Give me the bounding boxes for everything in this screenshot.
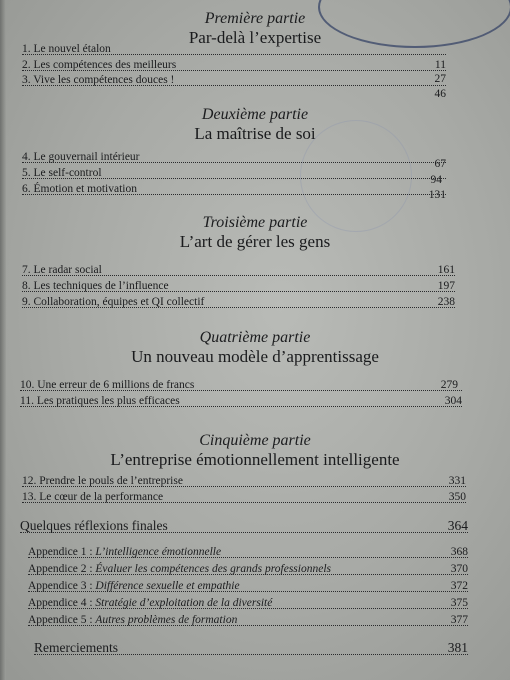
entry-page: 94: [430, 174, 442, 186]
appendix-prefix: Appendice 1 :: [28, 546, 96, 558]
entry-title: 9. Collaboration, équipes et QI collectif: [22, 296, 205, 308]
toc-entry-final: [20, 518, 468, 534]
entry-page: 131: [428, 189, 446, 201]
entry-page: 67: [434, 158, 446, 170]
toc-entry-appendix: [28, 579, 468, 593]
part-title: L’entreprise émotionnellement intelligente: [110, 450, 400, 469]
toc-entry: [22, 150, 446, 170]
entry-title: Quelques réflexions finales: [20, 518, 168, 533]
entry-page: 161: [437, 264, 455, 276]
part-4-heading: [0, 329, 510, 367]
part-label: Troisième partie: [202, 214, 308, 231]
toc-entry: [20, 394, 462, 408]
entry-page: 279: [440, 379, 458, 391]
entry-title: Remerciements: [34, 640, 118, 655]
entry-title: 12. Prendre le pouls de l’entreprise: [22, 475, 183, 487]
toc-entry: [22, 490, 466, 504]
toc-entry-appendix: [28, 596, 468, 610]
appendix-prefix: Appendice 4 :: [28, 597, 96, 609]
toc-entry-appendix: [28, 562, 468, 576]
entry-page: 11: [434, 59, 446, 71]
entry-title: 2. Les compétences des meilleurs: [22, 59, 177, 71]
entry-page: 27: [434, 73, 446, 85]
appendix-prefix: Appendice 5 :: [28, 614, 96, 626]
entry-title: 13. Le cœur de la performance: [22, 491, 164, 503]
part-label: Première partie: [204, 10, 306, 27]
entry-page: 304: [444, 395, 462, 407]
toc-entry: [22, 295, 455, 309]
part-label: Deuxième partie: [201, 106, 309, 123]
entry-title: 8. Les techniques de l’influence: [22, 280, 169, 292]
toc-entry-acknowledgements: [34, 640, 468, 656]
toc-entry: [22, 166, 446, 186]
entry-page: 197: [437, 280, 455, 292]
entry-title: 6. Émotion et motivation: [22, 183, 137, 195]
toc-entry: [22, 182, 446, 201]
part-5-heading: [0, 432, 510, 470]
entry-page: 238: [437, 296, 455, 308]
entry-title: 7. Le radar social: [22, 264, 102, 276]
toc-entry: [20, 378, 462, 392]
toc-entry-appendix: [28, 545, 468, 559]
part-title: La maîtrise de soi: [194, 124, 316, 143]
entry-title: 5. Le self-control: [22, 167, 102, 179]
entry-page: 370: [450, 563, 468, 575]
appendix-title: Stratégie d’exploitation de la diversité: [95, 597, 273, 609]
entry-title: 1. Le nouvel étalon: [22, 43, 111, 55]
entry-title: 11. Les pratiques les plus efficaces: [20, 395, 180, 407]
part-label: Cinquième partie: [199, 432, 311, 449]
entry-page: 372: [450, 580, 468, 592]
entry-title: 4. Le gouvernail intérieur: [22, 151, 140, 163]
part-2-heading: [0, 106, 510, 144]
appendix-prefix: Appendice 2 :: [28, 563, 96, 575]
toc-entry: [22, 474, 466, 488]
entry-page: 377: [450, 614, 468, 626]
toc-entry: [22, 279, 455, 293]
entry-page: 364: [447, 518, 468, 533]
part-3-heading: [0, 214, 510, 252]
entry-page: 350: [448, 491, 466, 503]
appendix-prefix: Appendice 3 :: [28, 580, 96, 592]
entry-page: 368: [450, 546, 468, 558]
entry-title: 10. Une erreur de 6 millions de francs: [20, 379, 195, 391]
entry-page: 381: [447, 640, 468, 655]
toc-entry: [22, 263, 455, 277]
toc-entry: [22, 73, 446, 100]
appendix-title: L’intelligence émotionnelle: [95, 546, 222, 558]
entry-title: 3. Vive les compétences douces !: [22, 74, 175, 86]
part-title: Par-delà l’expertise: [188, 28, 322, 47]
appendix-title: Évaluer les compétences des grands professionnels: [95, 563, 331, 575]
part-title: Un nouveau modèle d’apprentissage: [131, 347, 379, 366]
part-title: L’art de gérer les gens: [179, 232, 331, 251]
toc-entry-appendix: [28, 613, 468, 627]
appendix-title: Autres problèmes de formation: [95, 614, 238, 626]
part-label: Quatrième partie: [199, 329, 311, 346]
entry-page: 375: [450, 597, 468, 609]
entry-page: 331: [448, 475, 466, 487]
appendix-title: Différence sexuelle et empathie: [95, 580, 240, 592]
entry-page: 46: [434, 88, 446, 100]
